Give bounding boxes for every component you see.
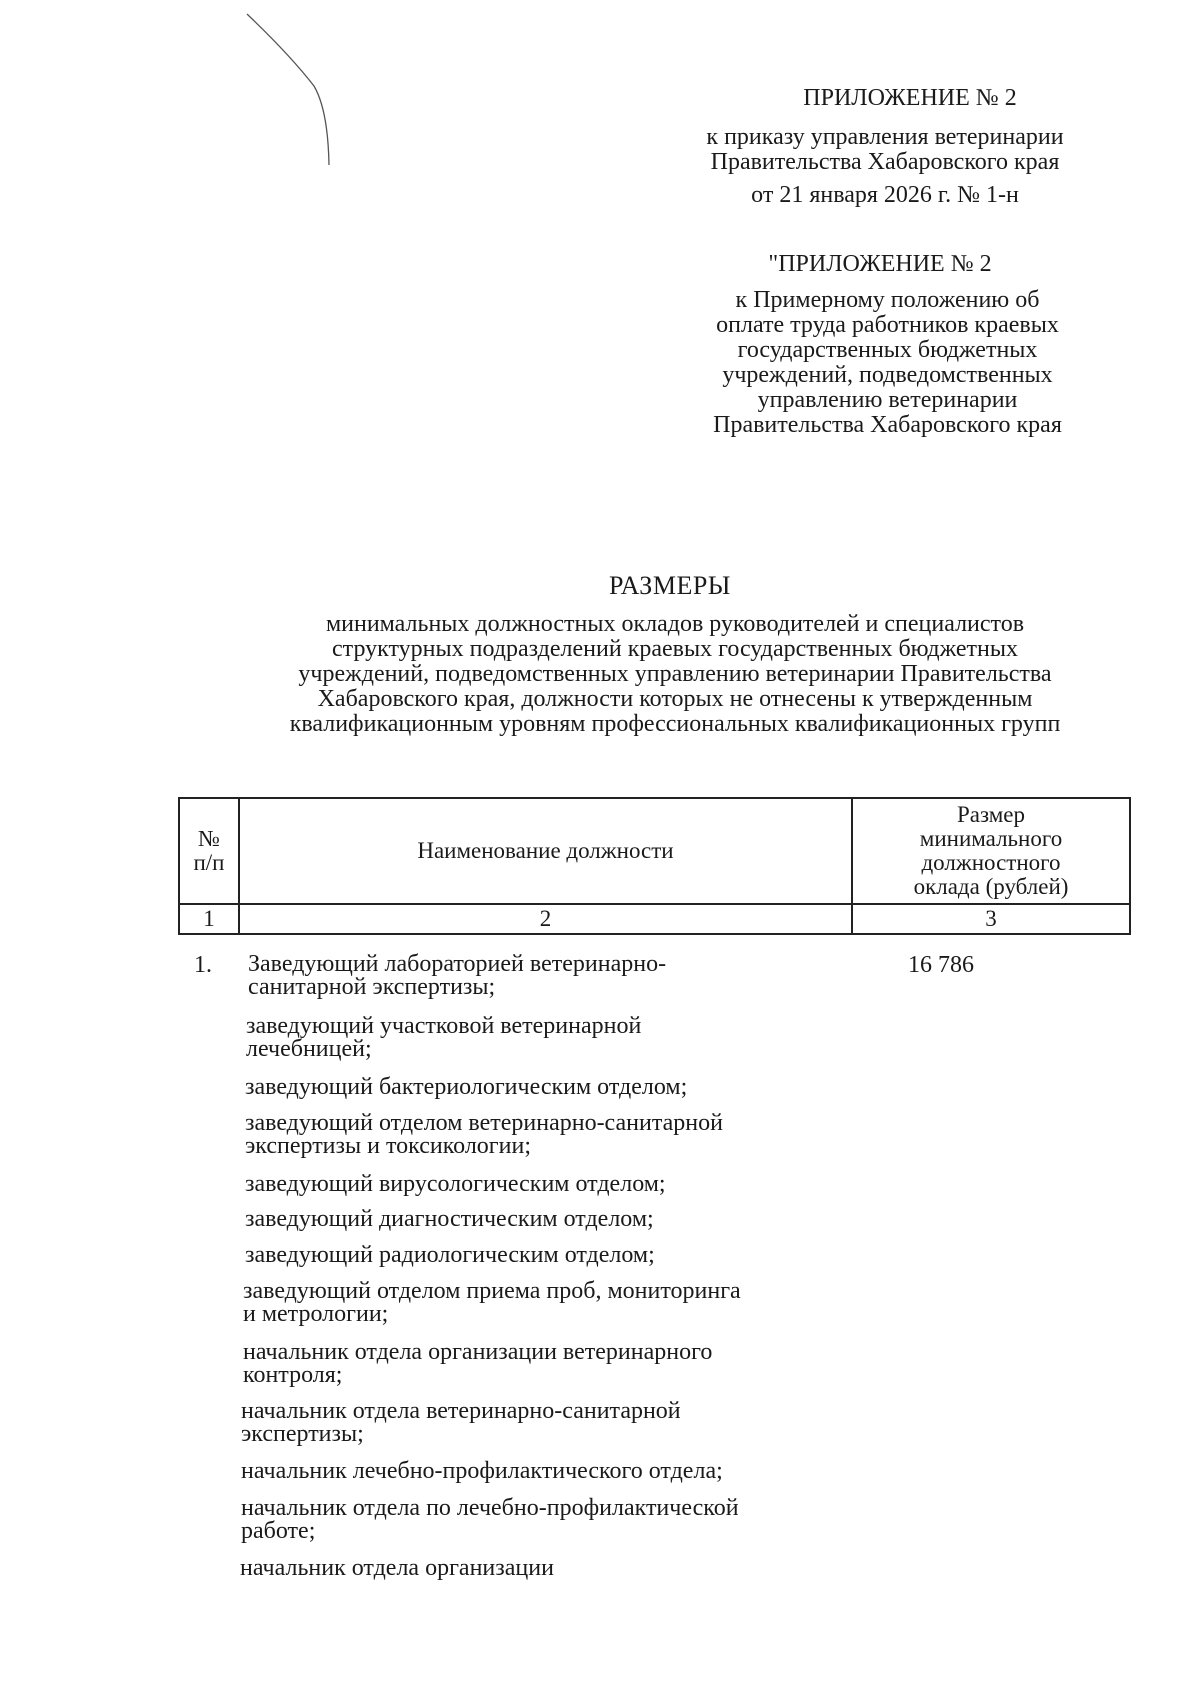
- subtitle-line: Хабаровского края, должности которых не отнесены к утвержденным: [317, 686, 1033, 712]
- col-index: 3: [852, 904, 1130, 934]
- position-item: начальник отдела по лечебно-профилактической работе;: [241, 1495, 739, 1544]
- position-item: начальник отдела организации: [240, 1555, 554, 1581]
- position-item: заведующий отделом ветеринарно-санитарной экспертизы и токсикологии;: [245, 1110, 723, 1159]
- col-salary-header: Размер минимального должностного оклада (рублей): [852, 798, 1130, 904]
- position-item: заведующий радиологическим отделом;: [245, 1242, 655, 1268]
- col-number-header: № п/п: [179, 798, 239, 904]
- col-position-header: Наименование должности: [239, 798, 852, 904]
- col-index: 1: [179, 904, 239, 934]
- order-date: от 21 января 2026 г. № 1-н: [751, 182, 1019, 208]
- position-item: начальник отдела ветеринарно-санитарной экспертизы;: [241, 1398, 681, 1447]
- basis-reference: [645, 288, 1130, 438]
- basis-line: государственных бюджетных: [737, 337, 1038, 363]
- appendix2-title: "ПРИЛОЖЕНИЕ № 2: [768, 251, 992, 277]
- basis-line: управлению ветеринарии: [757, 387, 1018, 413]
- row-number: 1.: [194, 952, 212, 978]
- position-item: заведующий вирусологическим отделом;: [245, 1171, 666, 1197]
- col-index: 2: [239, 904, 852, 934]
- position-item: начальник лечебно-профилактического отдела;: [241, 1458, 723, 1484]
- subtitle-line: минимальных должностных окладов руководителей и специалистов: [325, 611, 1025, 637]
- subtitle-line: учреждений, подведомственных управлению ветеринарии Правительства: [298, 661, 1052, 687]
- position-item: Заведующий лабораторией ветеринарно- санитарной экспертизы;: [248, 951, 667, 1000]
- document-title: РАЗМЕРЫ: [609, 571, 731, 600]
- position-item: заведующий участковой ветеринарной лечебницей;: [246, 1013, 642, 1062]
- order-line-2: Правительства Хабаровского края: [710, 149, 1060, 175]
- position-item: заведующий отделом приема проб, мониторинга и метрологии;: [243, 1278, 741, 1327]
- subtitle-line: квалификационным уровням профессиональных квалификационных групп: [289, 711, 1061, 737]
- header-row: [179, 798, 1130, 904]
- basis-line: Правительства Хабаровского края: [713, 412, 1062, 438]
- basis-line: учреждений, подведомственных: [722, 362, 1053, 388]
- position-item: начальник отдела организации ветеринарного контроля;: [243, 1339, 713, 1388]
- appendix-title: ПРИЛОЖЕНИЕ № 2: [803, 85, 1017, 111]
- order-line-1: к приказу управления ветеринарии: [706, 124, 1064, 150]
- position-item: заведующий бактериологическим отделом;: [245, 1074, 688, 1100]
- order-reference: [640, 125, 1130, 208]
- salary-table-header: [178, 797, 1131, 935]
- document-subtitle: [205, 612, 1145, 737]
- subtitle-line: структурных подразделений краевых государственных бюджетных: [332, 636, 1018, 662]
- row-salary: 16 786: [908, 952, 974, 978]
- basis-line: к Примерному положению об: [735, 287, 1040, 313]
- position-item: заведующий диагностическим отделом;: [245, 1206, 654, 1232]
- column-number-row: [179, 904, 1130, 934]
- basis-line: оплате труда работников краевых: [716, 312, 1059, 338]
